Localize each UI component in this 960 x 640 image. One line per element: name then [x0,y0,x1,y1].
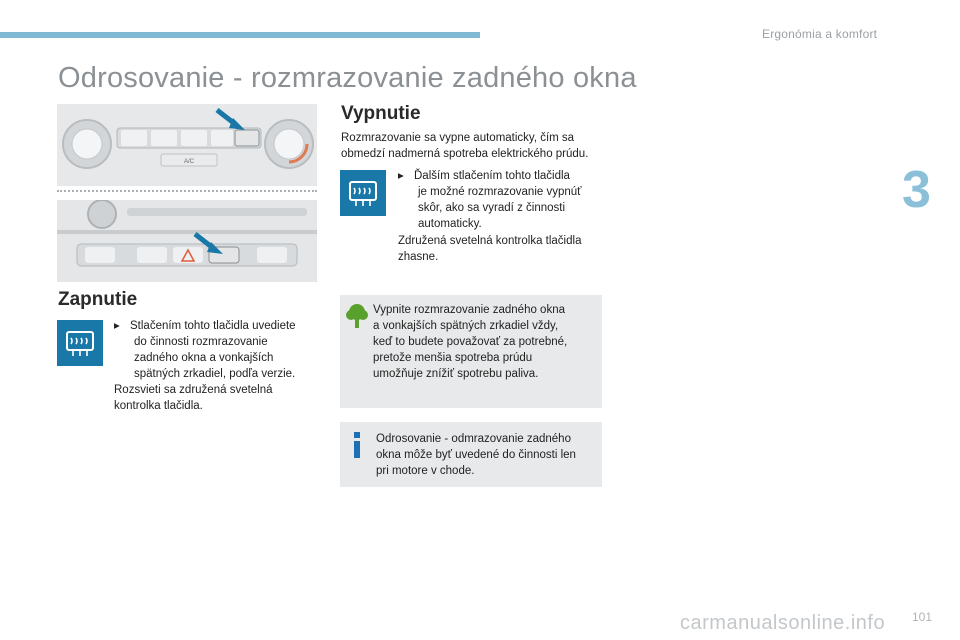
eco-tip-box [340,295,602,408]
zapnutie-step [114,318,296,382]
console-panel-illustration [57,200,317,282]
zapnutie-result-line: kontrolka tlačidla. [114,400,203,412]
climate-panel-illustration [57,104,317,186]
rear-defrost-button-icon [340,170,386,216]
section-title: Ergonómia a komfort [762,27,878,41]
vypnutie-result [398,233,581,265]
info-text [376,431,576,479]
ac-button-label: A/C [183,159,195,165]
vypnutie-step [398,168,581,232]
zapnutie-step-line: Stlačením tohto tlačidla uvediete [130,320,296,332]
vypnutie-intro [341,130,588,162]
eco-tip-line: pretože menšia spotreba prúdu [373,352,533,364]
watermark: carmanualsonline.info [680,612,886,634]
photo-divider [57,190,317,192]
vypnutie-step-line: automaticky. [418,218,482,230]
zapnutie-step-line: zadného okna a vonkajších [134,352,274,364]
eco-tip-text [373,302,567,382]
arrow-bullet-icon: ▸ [114,320,120,332]
zapnutie-result [114,382,273,414]
vypnutie-intro-line: obmedzí nadmerná spotreba elektrického prúdu. [341,148,589,160]
zapnutie-step-line: do činnosti rozmrazovanie [134,336,268,348]
info-line: pri motore v chode. [376,465,475,477]
console-panel-photo [57,200,317,282]
zapnutie-heading: Zapnutie [58,289,138,310]
climate-panel-photo [57,104,317,186]
eco-tip-line: a vonkajších spätných zrkadiel vždy, [373,320,559,332]
page-number: 101 [912,610,933,624]
arrow-bullet-icon: ▸ [398,170,404,182]
eco-tip-line: Vypnite rozmrazovanie zadného okna [373,304,565,316]
vypnutie-intro-line: Rozmrazovanie sa vypne automaticky, čím sa [341,132,575,144]
tree-icon [346,303,368,329]
info-icon [352,432,362,458]
vypnutie-step-line: je možné rozmrazovanie vypnúť [418,186,582,198]
zapnutie-result-line: Rozsvieti sa združená svetelná [114,384,273,396]
page-title: Odrosovanie - rozmrazovanie zadného okna [58,62,637,94]
vypnutie-step-line: Ďalším stlačením tohto tlačidla [414,170,570,182]
info-line: Odrosovanie - odmrazovanie zadného [376,433,571,445]
zapnutie-step-line: spätných zrkadiel, podľa verzie. [134,368,296,380]
eco-tip-line: keď to budete považovať za potrebné, [373,336,568,348]
info-line: okna môže byť uvedené do činnosti len [376,449,576,461]
vypnutie-heading: Vypnutie [341,103,421,124]
eco-tip-line: umožňuje znížiť spotrebu paliva. [373,368,539,380]
info-box [340,422,602,487]
vypnutie-step-line: skôr, ako sa vyradí z činnosti [418,202,566,214]
vypnutie-result-line: Združená svetelná kontrolka tlačidla [398,235,582,247]
chapter-number: 3 [902,161,931,219]
vypnutie-result-line: zhasne. [398,251,439,263]
header-accent-bar [0,32,480,38]
rear-defrost-button-icon [57,320,103,366]
